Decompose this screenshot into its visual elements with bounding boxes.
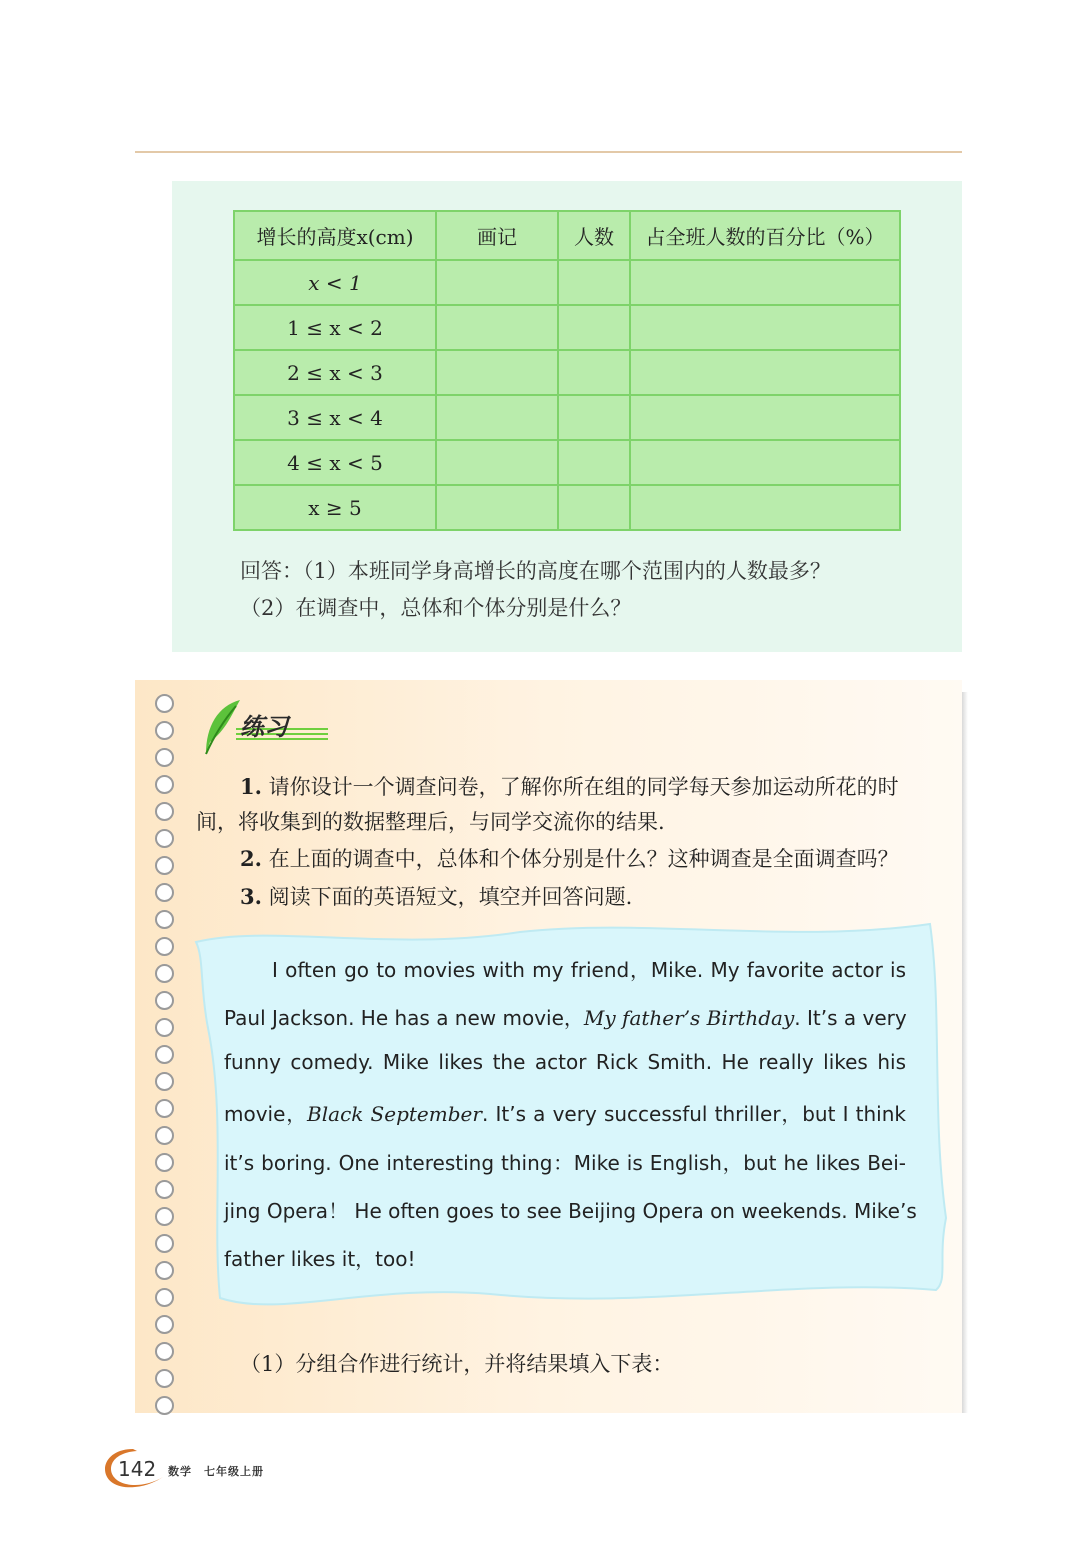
empty-cell[interactable] [558,395,630,440]
empty-cell[interactable] [630,305,900,350]
empty-cell[interactable] [436,440,558,485]
book-title: 数学 七年级上册 [168,1465,264,1478]
passage-line-4: movie，Black September. It’s a very successful thriller，but I think [224,1102,906,1126]
empty-cell[interactable] [630,485,900,530]
panel-shadow [962,692,968,1413]
feather-icon [192,696,244,758]
header-percent: 占全班人数的百分比（%） [630,211,900,260]
top-rule [135,151,962,153]
table-row [234,440,900,485]
empty-cell[interactable] [558,350,630,395]
table-row [234,260,900,305]
empty-cell[interactable] [630,395,900,440]
survey-question-2: （2）在调查中，总体和个体分别是什么？ [240,596,632,620]
survey-question-1: 回答：（1）本班同学身高增长的高度在哪个范围内的人数最多？ [240,559,831,583]
passage-line-5: it’s boring. One interesting thing：Mike is English，but he likes Bei- [224,1151,906,1175]
empty-cell[interactable] [630,260,900,305]
table-row [234,305,900,350]
empty-cell[interactable] [558,260,630,305]
exercise-1-line-1: 1. 请你设计一个调查问卷，了解你所在组的同学每天参加运动所花的时 [240,774,899,799]
table-row [234,350,900,395]
exercise-1-line-2: 间，将收集到的数据整理后，与同学交流你的结果. [196,810,665,834]
survey-table [233,210,901,531]
passage-line-6: jing Opera！ He often goes to see Beijing Opera on weekends. Mike’s [224,1199,917,1223]
binder-rings [155,694,179,1414]
empty-cell[interactable] [630,440,900,485]
passage-line-2: Paul Jackson. He has a new movie，My father’s Birthday. It’s a very [224,1006,907,1030]
empty-cell[interactable] [436,305,558,350]
table-header-row [234,211,900,260]
header-tally: 画记 [436,211,558,260]
sub-question-1: （1）分组合作进行统计，并将结果填入下表： [240,1352,674,1376]
empty-cell[interactable] [630,350,900,395]
empty-cell[interactable] [558,485,630,530]
empty-cell[interactable] [558,440,630,485]
table-row [234,485,900,530]
header-count: 人数 [558,211,630,260]
passage-line-7: father likes it，too! [224,1247,416,1271]
passage-line-3: funny comedy. Mike likes the actor Rick Smith. He really likes his [224,1050,906,1074]
empty-cell[interactable] [436,350,558,395]
passage-line-1: I often go to movies with my friend，Mike. My favorite actor is [272,958,906,982]
practice-title: 练习 [240,713,288,741]
range-cell: 4 ≤ x < 5 [234,440,436,485]
range-cell: 3 ≤ x < 4 [234,395,436,440]
table-row [234,395,900,440]
empty-cell[interactable] [558,305,630,350]
exercise-3: 3. 阅读下面的英语短文，填空并回答问题. [240,884,633,909]
range-cell: 1 ≤ x < 2 [234,305,436,350]
range-cell: 2 ≤ x < 3 [234,350,436,395]
header-height: 增长的高度x(cm) [234,211,436,260]
range-cell: x ≥ 5 [234,485,436,530]
exercise-2: 2. 在上面的调查中，总体和个体分别是什么？这种调查是全面调查吗？ [240,846,899,871]
range-cell: x < 1 [234,260,436,305]
page-number: 142 [118,1457,157,1481]
empty-cell[interactable] [436,260,558,305]
empty-cell[interactable] [436,485,558,530]
empty-cell[interactable] [436,395,558,440]
